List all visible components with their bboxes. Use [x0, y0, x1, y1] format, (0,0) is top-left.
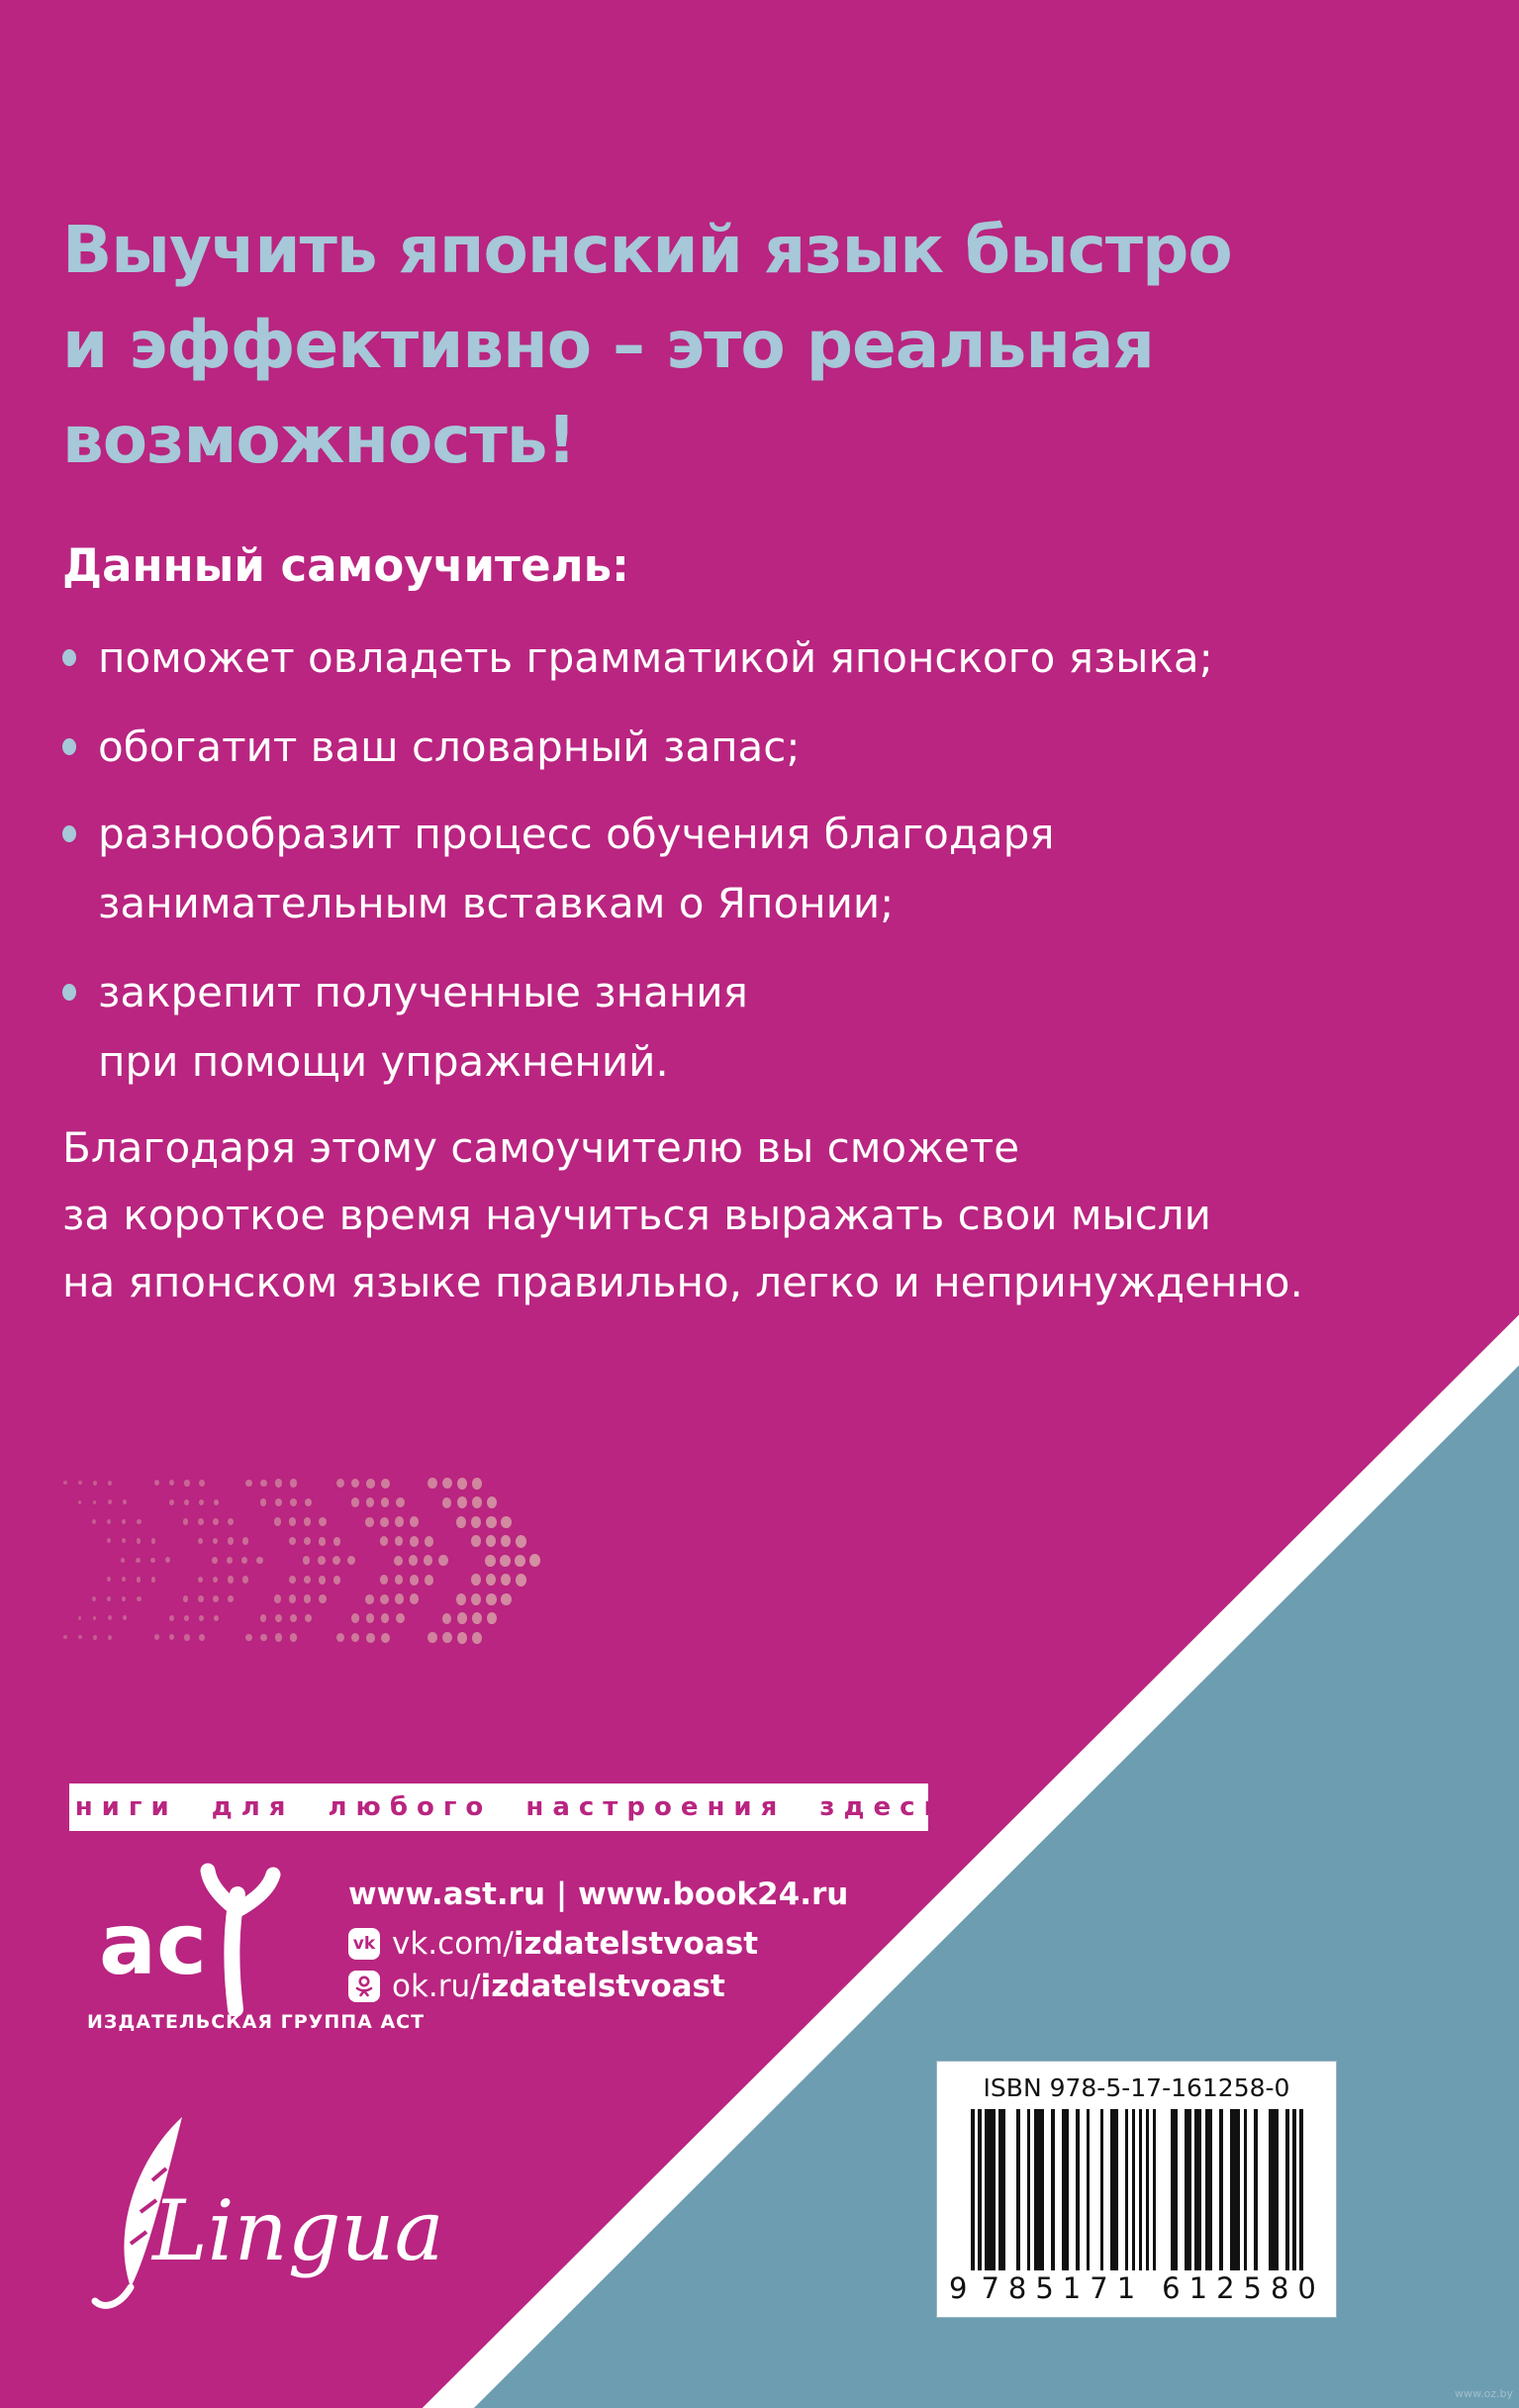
ast-group-label: ИЗДАТЕЛЬСКАЯ ГРУППА АСТ	[87, 2011, 426, 2033]
pattern-dot	[122, 1596, 126, 1601]
pattern-dot	[486, 1516, 497, 1528]
barcode-digit-lead: 9	[949, 2271, 968, 2305]
pattern-dot	[78, 1500, 82, 1504]
pattern-dot	[304, 1594, 311, 1603]
pattern-dot	[304, 1517, 311, 1526]
barcode-bar	[1205, 2109, 1212, 2270]
pattern-dot	[241, 1557, 247, 1564]
pattern-dot	[410, 1575, 419, 1586]
bullet-text: поможет овладеть грамматикой японского языка;	[98, 633, 1213, 682]
pattern-dot	[199, 1480, 205, 1487]
pattern-dot	[228, 1595, 234, 1602]
pattern-dot	[123, 1615, 127, 1620]
pattern-dot	[260, 1498, 267, 1506]
pattern-dot	[289, 1537, 296, 1545]
pattern-dot	[471, 1593, 481, 1605]
pattern-dot	[366, 1497, 375, 1507]
pattern-dot	[242, 1576, 248, 1583]
pattern-dot	[471, 1535, 481, 1547]
pattern-dot	[472, 1478, 482, 1490]
bullet-text: занимательным вставкам о Японии;	[98, 879, 895, 927]
pattern-dot	[381, 1633, 390, 1643]
pattern-dot	[275, 1633, 282, 1641]
vk-link-row[interactable]	[348, 1926, 758, 1962]
barcode-bar	[1292, 2109, 1296, 2270]
pattern-dot	[486, 1593, 497, 1605]
pattern-dot	[107, 1577, 111, 1582]
pattern-dot	[245, 1480, 252, 1488]
pattern-dot	[290, 1498, 297, 1506]
pattern-dot	[456, 1593, 466, 1605]
pattern-dot	[93, 1616, 97, 1621]
pattern-dot	[212, 1557, 218, 1564]
vk-link[interactable]: vk.com/izdatelstvoast	[392, 1926, 759, 1962]
slogan-text: книги для любого настроения здесь	[48, 1792, 949, 1822]
pattern-dot	[78, 1481, 82, 1485]
pattern-dot	[198, 1595, 204, 1602]
pattern-dot	[380, 1575, 389, 1585]
pattern-dot	[169, 1480, 174, 1486]
isbn-number: ISBN 978-5-17-161258-0	[983, 2073, 1290, 2102]
bullet-text: обогатит ваш словарный запас;	[98, 722, 801, 771]
bullet-dot-icon	[62, 738, 76, 755]
pattern-dot	[333, 1537, 341, 1546]
bullet-dot-icon	[62, 984, 76, 1001]
pattern-dot	[169, 1615, 174, 1621]
bullet-item	[62, 968, 1468, 1017]
bullet-text: разнообразит процесс обучения благодаря	[98, 810, 1055, 858]
pattern-dot	[92, 1596, 96, 1601]
pattern-dot	[137, 1596, 142, 1601]
pattern-dot	[438, 1555, 448, 1566]
pattern-dot	[516, 1535, 526, 1548]
bullet-dot-icon	[62, 825, 76, 842]
pattern-dot	[260, 1614, 267, 1622]
pattern-dot	[486, 1574, 497, 1586]
vk-icon: vk	[348, 1928, 380, 1960]
pattern-dot	[472, 1632, 482, 1644]
pattern-dot	[274, 1517, 281, 1525]
pattern-dot	[365, 1594, 374, 1604]
pattern-dot	[136, 1558, 141, 1563]
ast-publisher-logo	[99, 1853, 307, 2016]
barcode-bar	[1285, 2109, 1289, 2270]
pattern-dot	[319, 1576, 327, 1585]
pattern-dot	[108, 1615, 112, 1620]
pattern-dot	[214, 1615, 220, 1622]
pattern-dot	[290, 1633, 297, 1641]
pattern-dot	[289, 1517, 296, 1525]
pattern-dot	[501, 1593, 512, 1605]
pattern-dot	[290, 1479, 297, 1487]
pattern-dot	[395, 1575, 404, 1585]
pattern-dot	[274, 1594, 281, 1602]
isbn-barcode-block	[937, 2062, 1336, 2317]
barcode-bar	[1132, 2109, 1136, 2270]
barcode-bar	[1146, 2109, 1150, 2270]
pattern-dot	[456, 1516, 466, 1528]
headline	[62, 203, 1448, 488]
pattern-dot	[336, 1633, 344, 1642]
pattern-dot	[169, 1634, 174, 1640]
ok-icon	[348, 1971, 380, 2002]
pattern-dot	[290, 1614, 297, 1622]
pattern-dot	[380, 1594, 389, 1604]
barcode-bar	[1110, 2109, 1117, 2270]
pattern-dot	[214, 1499, 220, 1506]
pattern-dot	[427, 1632, 437, 1643]
pattern-dot	[213, 1595, 219, 1602]
pattern-dot	[501, 1535, 512, 1547]
pattern-dot	[121, 1558, 125, 1563]
barcode-bar	[1269, 2109, 1280, 2270]
pattern-dot	[107, 1538, 111, 1543]
barcode-bar	[1219, 2109, 1223, 2270]
pattern-dot	[122, 1577, 126, 1582]
pattern-dot	[108, 1635, 112, 1640]
pattern-dot	[198, 1577, 204, 1584]
pattern-dot	[305, 1614, 313, 1623]
pattern-dot	[529, 1554, 540, 1567]
pattern-dot	[305, 1498, 313, 1507]
closing-line3: на японском языке правильно, легко и непринужденно.	[62, 1258, 1303, 1306]
barcode-bar	[978, 2109, 982, 2270]
barcode-bar	[1062, 2109, 1069, 2270]
pattern-dot	[151, 1538, 156, 1544]
pattern-dot	[457, 1478, 467, 1490]
bullet-item-continuation	[62, 879, 1503, 928]
pattern-dot	[122, 1519, 126, 1524]
pattern-dot	[410, 1516, 419, 1527]
barcode-bar	[1016, 2109, 1020, 2270]
pattern-dot	[318, 1556, 326, 1565]
headline-line3: возможность!	[62, 402, 576, 478]
barcode-digits-group2: 612580	[1162, 2271, 1325, 2305]
ok-link[interactable]: ok.ru/izdatelstvoast	[392, 1969, 725, 2004]
pattern-dot	[154, 1634, 159, 1640]
pattern-dot	[347, 1556, 355, 1565]
barcode-bar	[1027, 2109, 1031, 2270]
pattern-dot	[122, 1538, 126, 1543]
pattern-dot	[228, 1537, 234, 1544]
pattern-dot	[365, 1517, 374, 1527]
barcode-bar	[1034, 2109, 1045, 2270]
lingua-imprint-logo	[87, 2113, 443, 2321]
pattern-dot	[123, 1499, 127, 1504]
pattern-dot	[333, 1576, 341, 1585]
pattern-dot	[63, 1635, 67, 1639]
headline-line2: и эффективно – это реальная	[62, 307, 1154, 383]
barcode-bar	[1051, 2109, 1055, 2270]
pattern-dot	[93, 1500, 97, 1505]
pattern-dot	[332, 1556, 340, 1565]
pattern-dot	[93, 1481, 97, 1486]
pattern-dot	[442, 1613, 452, 1624]
pattern-dot	[151, 1577, 156, 1583]
pattern-dot	[487, 1612, 498, 1624]
barcode-bar	[1230, 2109, 1241, 2270]
pattern-dot	[213, 1538, 219, 1545]
pattern-dot	[425, 1536, 433, 1547]
pattern-dot	[199, 1634, 205, 1641]
pattern-dot	[245, 1634, 252, 1642]
pattern-dot	[228, 1576, 234, 1583]
closing-line2: за короткое время научиться выражать свои мысли	[62, 1191, 1211, 1239]
pattern-dot	[92, 1519, 96, 1524]
pattern-dot	[165, 1557, 170, 1563]
pattern-dot	[183, 1595, 188, 1601]
pattern-dot	[108, 1481, 112, 1486]
pattern-dot	[213, 1518, 219, 1525]
pattern-dot	[380, 1517, 389, 1527]
pattern-dot	[381, 1613, 390, 1623]
barcode-bar	[1171, 2109, 1178, 2270]
pattern-dot	[275, 1614, 282, 1622]
pattern-dot	[425, 1575, 433, 1586]
pattern-dot	[396, 1497, 405, 1507]
pattern-dot	[154, 1480, 159, 1486]
pattern-dot	[184, 1615, 189, 1621]
pattern-dot	[501, 1574, 512, 1586]
slogan-banner	[48, 1783, 949, 1831]
barcode-bar	[1139, 2109, 1143, 2270]
pattern-dot	[304, 1576, 311, 1585]
pattern-dot	[351, 1479, 359, 1489]
pattern-dot	[78, 1616, 82, 1620]
pattern-dot	[275, 1479, 282, 1487]
barcode-bar	[1254, 2109, 1258, 2270]
pattern-dot	[395, 1593, 404, 1603]
pattern-dot	[289, 1576, 296, 1584]
pattern-dot	[319, 1594, 327, 1603]
pattern-dot	[472, 1612, 482, 1624]
pattern-dot	[107, 1519, 111, 1524]
barcode-bar	[1244, 2109, 1248, 2270]
pattern-dot	[410, 1593, 419, 1604]
pattern-dot	[184, 1480, 190, 1486]
pattern-dot	[366, 1479, 375, 1489]
lingua-imprint-name: Lingua	[152, 2182, 444, 2279]
pattern-dot	[137, 1519, 142, 1524]
publisher-websites[interactable]: www.ast.ru | www.book24.ru	[348, 1877, 849, 1912]
bullet-text: закрепит полученные знания	[98, 968, 748, 1016]
pattern-dot	[319, 1537, 327, 1546]
pattern-dot	[410, 1536, 419, 1547]
barcode-bar	[998, 2109, 1005, 2270]
photo-watermark: www.oz.by	[1455, 2387, 1513, 2400]
pattern-dot	[395, 1516, 404, 1526]
pattern-dot	[184, 1634, 190, 1640]
barcode-bar	[971, 2109, 975, 2270]
pattern-dot	[485, 1555, 496, 1567]
pattern-dot	[275, 1498, 282, 1506]
pattern-dot	[381, 1479, 390, 1489]
pattern-dot	[381, 1497, 390, 1507]
pattern-dot	[487, 1496, 498, 1508]
pattern-dot	[242, 1537, 248, 1544]
bullet-item	[62, 633, 1468, 683]
pattern-dot	[183, 1518, 188, 1524]
ok-link-row[interactable]	[348, 1969, 725, 2004]
pattern-dot	[409, 1555, 418, 1566]
barcode-bar	[1185, 2109, 1191, 2270]
svg-text:ac: ac	[99, 1895, 208, 1994]
barcode-bar	[1194, 2109, 1201, 2270]
pattern-dot	[366, 1633, 375, 1643]
pattern-dot	[442, 1478, 452, 1489]
bullet-item	[62, 722, 1468, 772]
pattern-dot	[304, 1537, 311, 1546]
pattern-dot	[471, 1574, 481, 1586]
pattern-dot	[108, 1499, 112, 1504]
pattern-dot	[260, 1634, 267, 1642]
pattern-dot	[199, 1615, 205, 1622]
pattern-dot	[303, 1556, 310, 1565]
closing-line1: Благодаря этому самоучителю вы сможете	[62, 1123, 1020, 1172]
barcode-bar	[1153, 2109, 1157, 2270]
pattern-dot	[319, 1517, 327, 1526]
barcode-bar	[1125, 2109, 1129, 2270]
pattern-dot	[213, 1577, 219, 1584]
pattern-dot	[199, 1499, 205, 1506]
barcode-bar	[1100, 2109, 1104, 2270]
section-heading: Данный самоучитель:	[62, 539, 630, 592]
pattern-dot	[457, 1612, 467, 1624]
bullet-item	[62, 810, 1468, 859]
pattern-dot	[457, 1496, 467, 1508]
bullet-dot-icon	[62, 649, 76, 666]
pattern-dot	[427, 1478, 437, 1489]
barcode-digits-group1: 785171	[981, 2271, 1145, 2305]
barcode-digits	[949, 2271, 1325, 2305]
pattern-dot	[137, 1577, 142, 1582]
pattern-dot	[107, 1596, 111, 1601]
pattern-dot	[486, 1535, 497, 1547]
barcode-bar	[1299, 2109, 1303, 2270]
pattern-dot	[351, 1613, 359, 1623]
pattern-dot	[351, 1633, 359, 1643]
pattern-dot	[472, 1496, 482, 1508]
pattern-dot	[516, 1574, 526, 1587]
pattern-dot	[227, 1557, 233, 1564]
pattern-dot	[351, 1497, 359, 1507]
pattern-dot	[137, 1538, 142, 1543]
pattern-dot	[184, 1499, 189, 1505]
pattern-dot	[394, 1556, 403, 1566]
pattern-dot	[424, 1555, 432, 1566]
pattern-dot	[366, 1613, 375, 1623]
pattern-dot	[260, 1480, 267, 1488]
headline-line1: Выучить японский язык быстро	[62, 212, 1232, 288]
pattern-dot	[442, 1497, 452, 1508]
ean13-barcode	[971, 2109, 1303, 2270]
pattern-dot	[289, 1594, 296, 1602]
barcode-bar	[1076, 2109, 1080, 2270]
pattern-dot	[500, 1555, 511, 1567]
pattern-dot	[228, 1518, 234, 1525]
pattern-dot	[515, 1555, 525, 1568]
pattern-dot	[63, 1481, 67, 1485]
pattern-dot	[336, 1479, 344, 1488]
pattern-dot	[396, 1613, 405, 1623]
pattern-dot	[198, 1538, 204, 1545]
barcode-bar	[985, 2109, 996, 2270]
pattern-dot	[501, 1516, 512, 1528]
pattern-dot	[78, 1635, 82, 1639]
barcode-bar	[1087, 2109, 1091, 2270]
pattern-dot	[198, 1518, 204, 1525]
bullet-item-continuation	[62, 1037, 1503, 1087]
pattern-dot	[471, 1516, 481, 1528]
pattern-dot	[395, 1536, 404, 1546]
pattern-dot	[457, 1632, 467, 1644]
pattern-dot	[380, 1536, 389, 1546]
pattern-dot	[169, 1499, 174, 1505]
pattern-dot	[93, 1635, 97, 1640]
pattern-dot	[256, 1557, 263, 1565]
pattern-dot	[442, 1632, 452, 1643]
pattern-dot	[150, 1558, 155, 1564]
bullet-text: при помощи упражнений.	[98, 1037, 669, 1086]
